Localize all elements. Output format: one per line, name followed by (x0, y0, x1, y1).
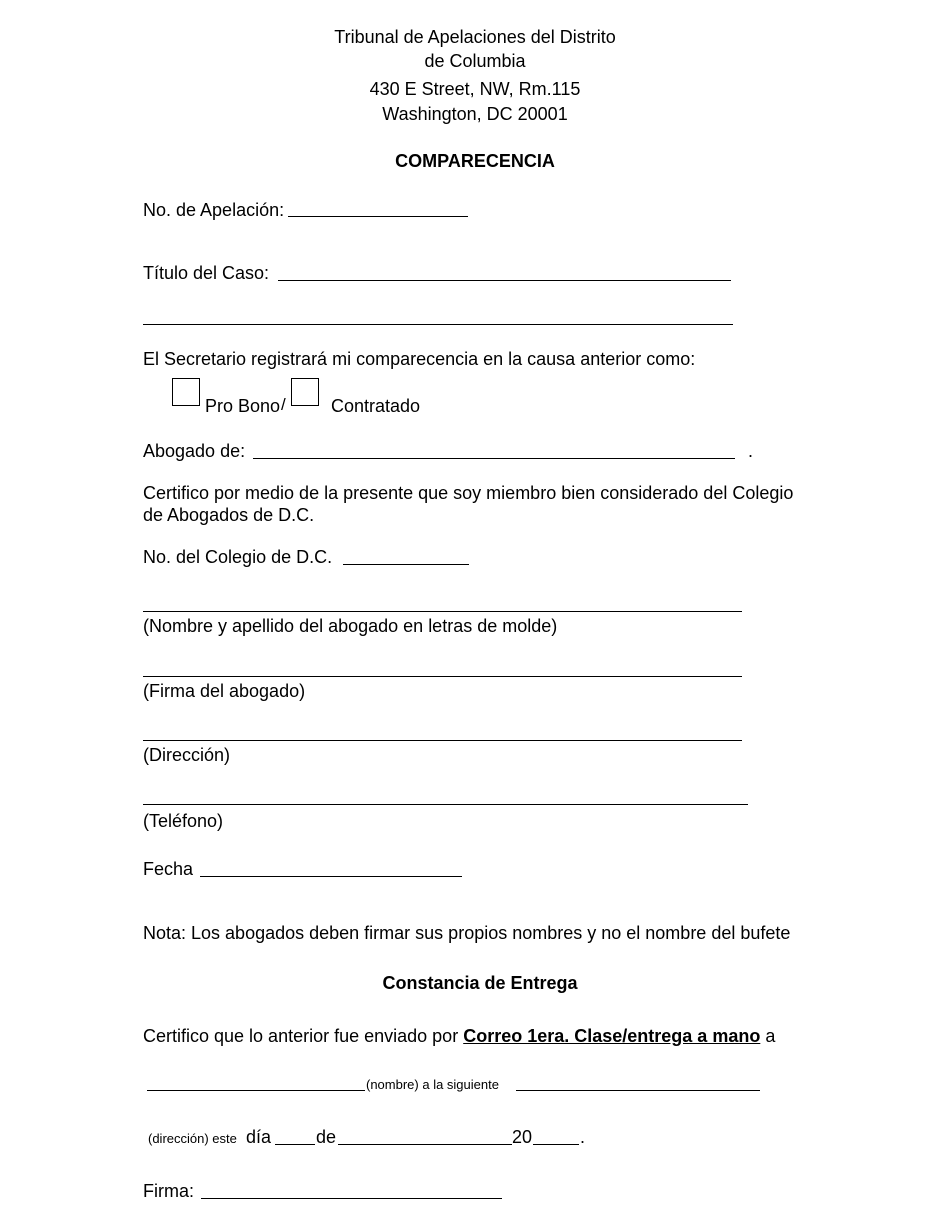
certification-line2: de Abogados de D.C. (143, 505, 315, 525)
recipient-name-caption: (nombre) a la siguiente (366, 1077, 499, 1092)
form-title: COMPARECENCIA (395, 151, 555, 171)
service-title: Constancia de Entrega (382, 973, 578, 993)
court-address-line2: Washington, DC 20001 (382, 104, 568, 124)
address-caption: (Dirección) (143, 745, 231, 765)
day-field[interactable] (275, 1144, 315, 1145)
court-name-line2: de Columbia (424, 51, 526, 71)
year-prefix: 20 (512, 1127, 533, 1147)
service-signature-label: Firma: (143, 1181, 194, 1201)
pro-bono-label: Pro Bono (205, 396, 281, 416)
case-title-label: Título del Caso: (143, 263, 270, 283)
bar-number-label: No. del Colegio de D.C. (143, 547, 333, 567)
appeal-number-field[interactable] (288, 216, 468, 217)
case-title-field[interactable] (278, 280, 731, 281)
address-field[interactable] (143, 740, 742, 741)
attorney-for-label: Abogado de: (143, 441, 246, 461)
court-name-line1: Tribunal de Apelaciones del Distrito (334, 27, 616, 47)
recipient-name-field[interactable] (147, 1090, 365, 1091)
printed-name-caption: (Nombre y apellido del abogado en letras de molde) (143, 616, 558, 636)
printed-name-field[interactable] (143, 611, 742, 612)
retained-checkbox[interactable] (291, 378, 319, 406)
month-field[interactable] (338, 1144, 512, 1145)
phone-field[interactable] (143, 804, 748, 805)
certification-line1: Certifico por medio de la presente que soy miembro bien considerado del Colegio (143, 483, 794, 503)
attorney-for-field[interactable] (253, 458, 735, 459)
recipient-address-caption: (dirección) este (148, 1131, 237, 1146)
registration-statement: El Secretario registrará mi comparecencia en la causa anterior como: (143, 349, 696, 369)
signature-caption: (Firma del abogado) (143, 681, 306, 701)
case-title-field-line2[interactable] (143, 324, 733, 325)
bar-number-field[interactable] (343, 564, 469, 565)
retained-label: Contratado (331, 396, 421, 416)
service-method: Correo 1era. Clase/entrega a mano (463, 1026, 761, 1046)
pro-bono-checkbox[interactable] (172, 378, 200, 406)
attorney-signature-field[interactable] (143, 676, 742, 677)
recipient-address-field[interactable] (516, 1090, 760, 1091)
attorney-for-period: . (748, 441, 754, 461)
service-certify-prefix: Certifico que lo anterior fue enviado por (143, 1026, 459, 1046)
year-field[interactable] (533, 1144, 579, 1145)
date-field[interactable] (200, 876, 462, 877)
date-end-period: . (580, 1127, 586, 1147)
court-address-line1: 430 E Street, NW, Rm.115 (369, 79, 581, 99)
date-label: Fecha (143, 859, 194, 879)
service-certify-suffix: a (765, 1026, 776, 1046)
de-word: de (316, 1127, 337, 1147)
option-separator: / (281, 395, 286, 414)
phone-caption: (Teléfono) (143, 811, 224, 831)
service-signature-field[interactable] (201, 1198, 502, 1199)
appeal-number-label: No. de Apelación: (143, 200, 285, 220)
day-word: día (246, 1127, 272, 1147)
note-text: Nota: Los abogados deben firmar sus propios nombres y no el nombre del bufete (143, 923, 791, 943)
service-certification (143, 1027, 775, 1045)
